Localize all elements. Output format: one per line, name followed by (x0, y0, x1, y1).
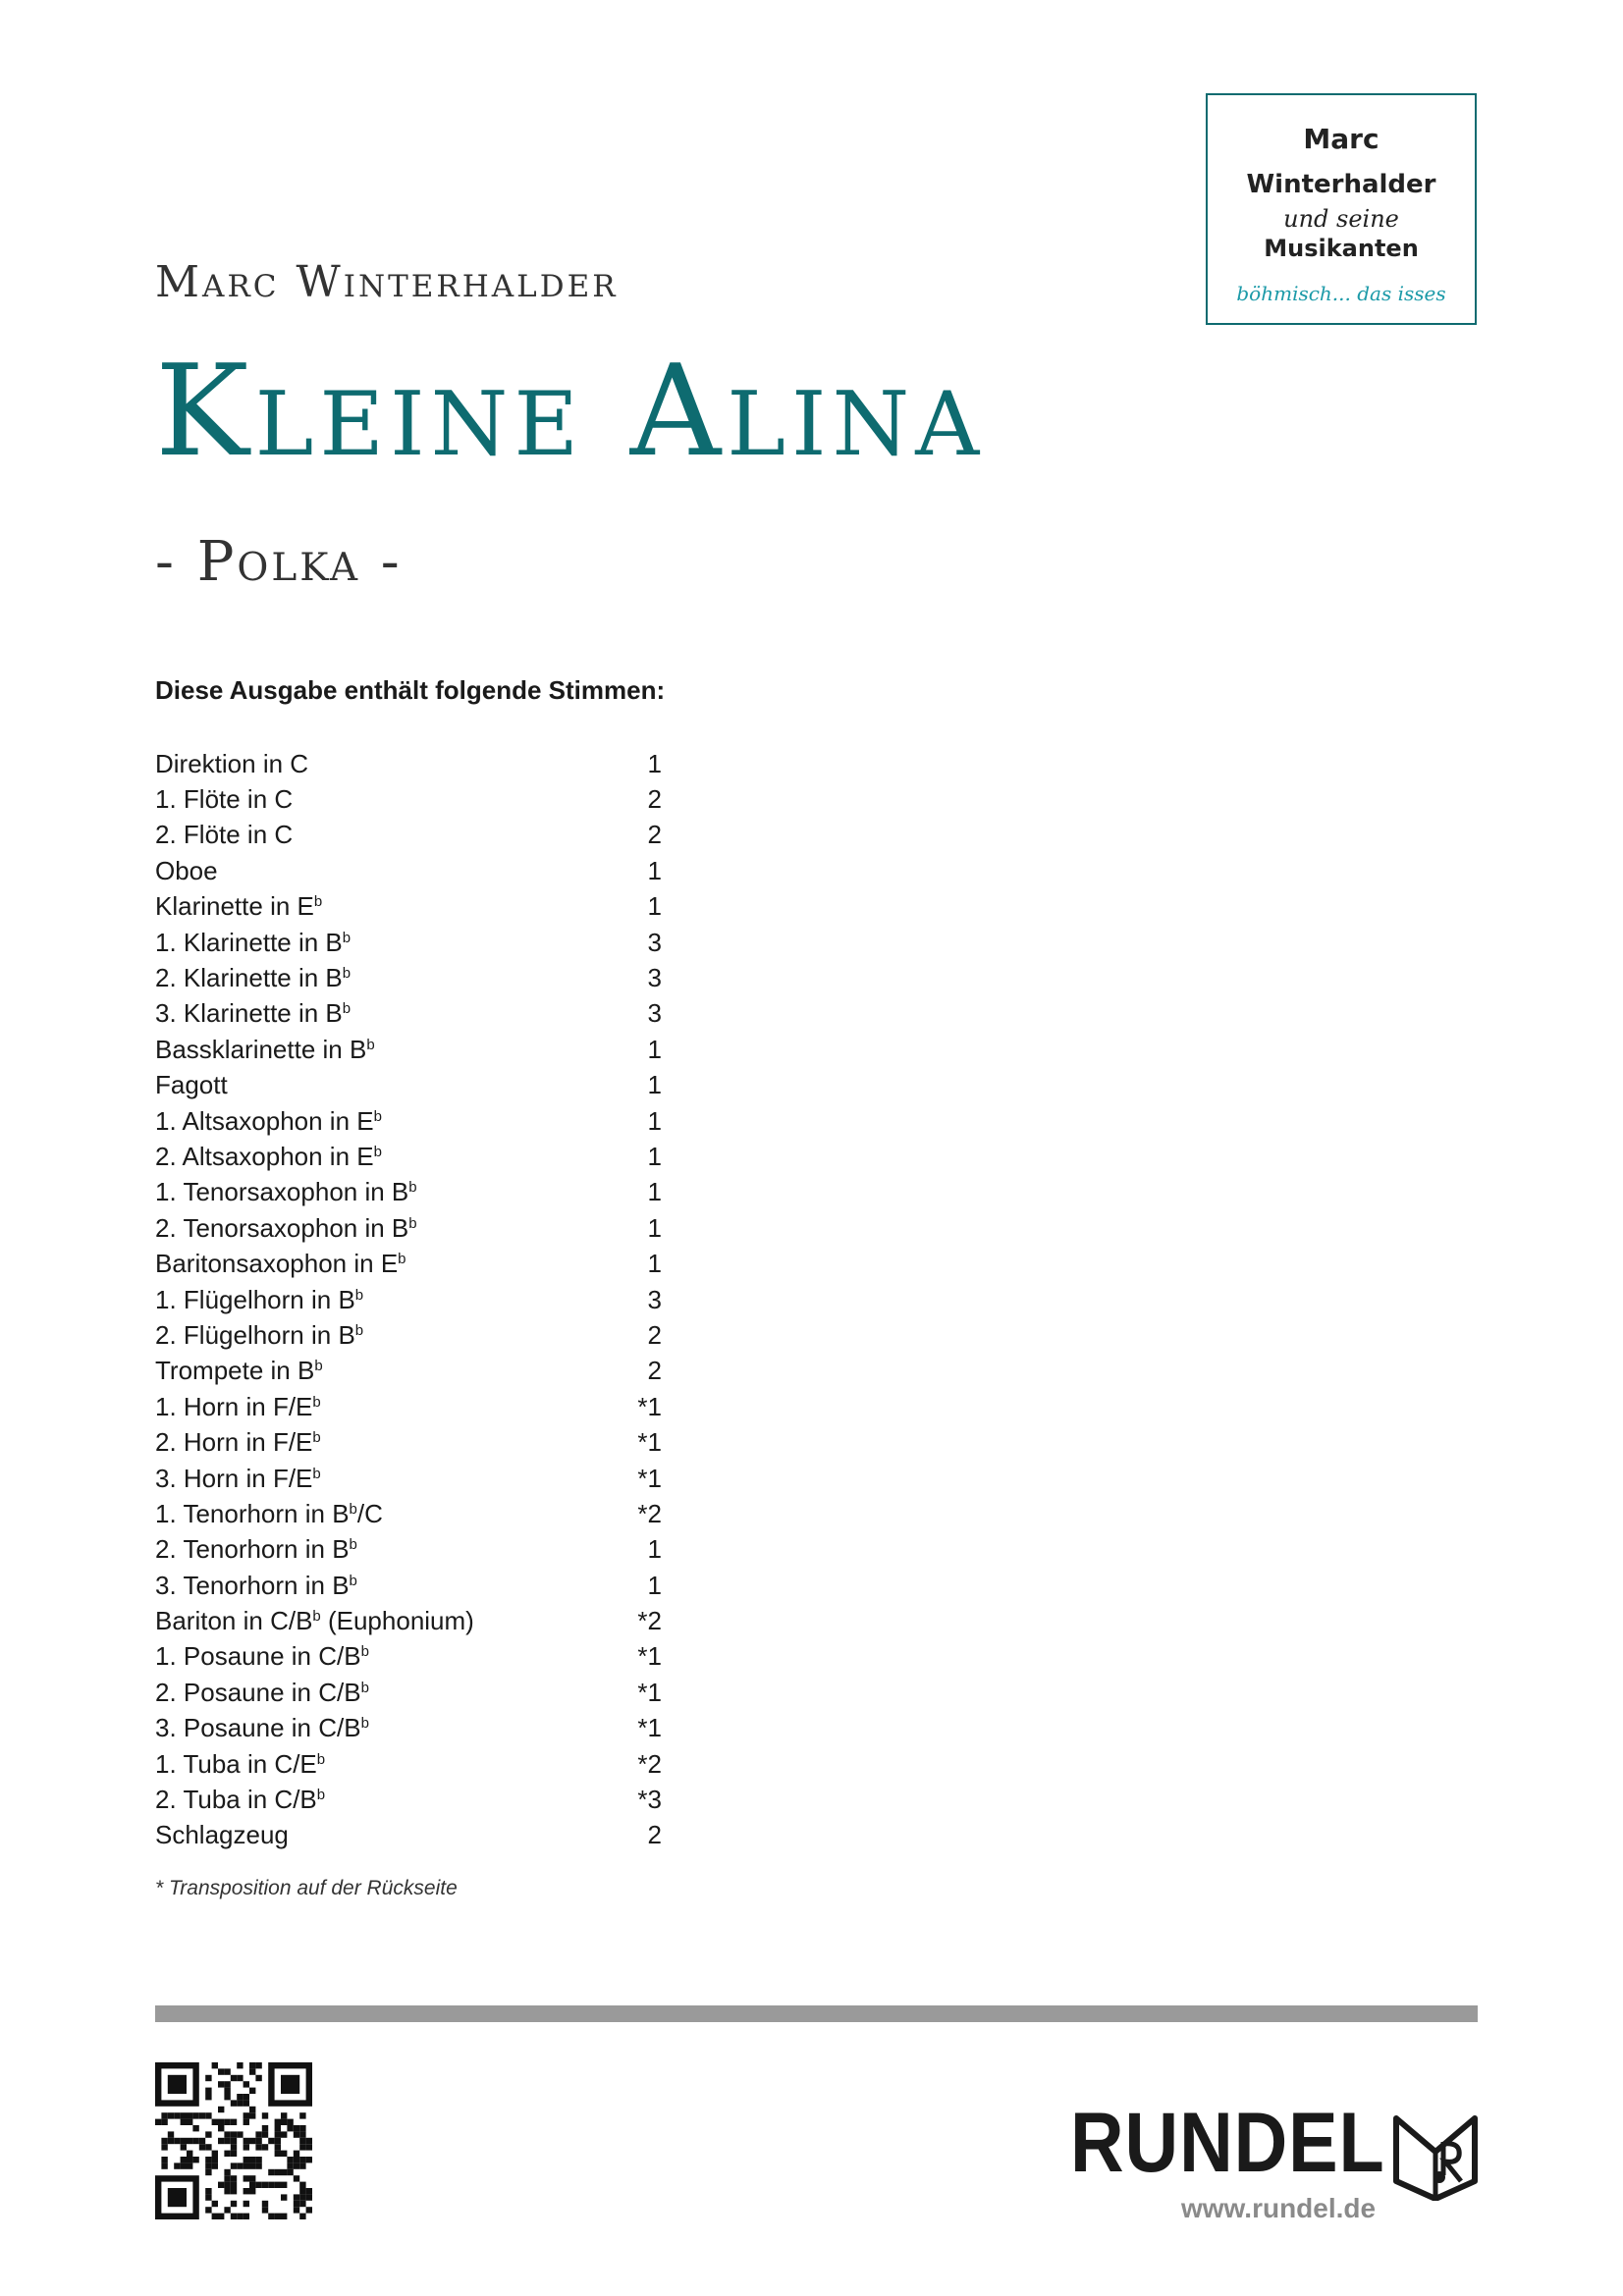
part-count: 2 (647, 1319, 662, 1350)
part-count: *2 (637, 1498, 662, 1528)
part-row (155, 1532, 662, 1568)
part-name: 2. Flügelhorn in $B^b$ (155, 1319, 364, 1350)
part-row (155, 1568, 662, 1603)
part-row (155, 1496, 662, 1531)
part-count: 1 (647, 1105, 662, 1136)
logo-line-4: Musikanten (1264, 235, 1419, 262)
part-row (155, 925, 662, 960)
part-row (155, 960, 662, 995)
part-row (155, 1175, 662, 1210)
part-count: 3 (647, 1284, 662, 1314)
part-count: 1 (647, 1141, 662, 1171)
part-name: Oboe (155, 855, 218, 885)
part-row (155, 1424, 662, 1460)
part-name: 1. Tenorsaxophon in $B^b$ (155, 1177, 417, 1207)
part-count: *3 (637, 1785, 662, 1815)
part-row (155, 1282, 662, 1317)
logo-line-2: Winterhalder (1246, 170, 1436, 199)
part-count: 1 (647, 1570, 662, 1600)
part-name: Bassklarinette in $B^b$ (155, 1034, 375, 1064)
part-count: 1 (647, 1534, 662, 1565)
part-row (155, 1782, 662, 1817)
part-row (155, 1317, 662, 1353)
part-row (155, 746, 662, 781)
part-row (155, 1746, 662, 1782)
part-name: 1. Flöte in C (155, 784, 294, 815)
part-name: Bariton in $C/B^b$ (Euphonium) (155, 1606, 474, 1636)
part-row (155, 1210, 662, 1246)
logo-line-3: und seine (1283, 205, 1399, 233)
part-name: Direktion in C (155, 748, 309, 778)
part-name: 1. Altsaxophon in $E^b$ (155, 1105, 382, 1136)
logo-tagline: böhmisch... das isses (1236, 282, 1446, 305)
parts-list (155, 746, 662, 1853)
part-row (155, 996, 662, 1032)
part-name: Schlagzeug (155, 1820, 289, 1850)
part-row (155, 1354, 662, 1389)
part-name: Baritonsaxophon in $E^b$ (155, 1249, 406, 1279)
publisher-url: www.rundel.de (1181, 2193, 1377, 2223)
part-name: Fagott (155, 1070, 228, 1100)
part-name: 1. Horn in $F/E^b$ (155, 1391, 321, 1421)
part-count: 1 (647, 855, 662, 885)
part-count: 1 (647, 748, 662, 778)
part-name: 1. Flügelhorn in $B^b$ (155, 1284, 364, 1314)
part-name: 3. Klarinette in $B^b$ (155, 998, 352, 1029)
logo-line-1: Marc (1303, 123, 1380, 155)
part-name: 1. Tuba in $C/E^b$ (155, 1748, 326, 1779)
part-name: 2. Tenorsaxophon in $B^b$ (155, 1212, 417, 1243)
part-row (155, 1068, 662, 1103)
part-name: 3. Posaune in $C/B^b$ (155, 1713, 369, 1743)
part-count: 3 (647, 963, 662, 993)
part-row (155, 1711, 662, 1746)
part-row (155, 1461, 662, 1496)
part-row (155, 1389, 662, 1424)
part-row (155, 1103, 662, 1139)
part-name: 2. Posaune in $C/B^b$ (155, 1677, 369, 1707)
part-count: 3 (647, 927, 662, 957)
part-row (155, 1639, 662, 1675)
part-row (155, 1818, 662, 1853)
part-row (155, 1675, 662, 1710)
part-name: 2. Tenorhorn in $B^b$ (155, 1534, 357, 1565)
divider-rule (155, 2005, 1478, 2022)
piece-title: Kleine Alina (155, 339, 986, 485)
rundel-logo-icon (1392, 2112, 1479, 2201)
composer-name: Marc Winterhalder (155, 257, 619, 307)
part-count: *1 (637, 1641, 662, 1672)
part-count: *1 (637, 1713, 662, 1743)
part-count: *2 (637, 1606, 662, 1636)
part-count: 2 (647, 1356, 662, 1386)
part-name: 2. Tuba in $C/B^b$ (155, 1785, 326, 1815)
publisher-name: RUNDEL (1070, 2096, 1385, 2190)
part-count: *1 (637, 1427, 662, 1458)
part-row (155, 1139, 662, 1174)
part-row (155, 1032, 662, 1067)
part-count: 2 (647, 1820, 662, 1850)
part-count: 1 (647, 1212, 662, 1243)
part-count: *1 (637, 1463, 662, 1493)
part-name: 3. Tenorhorn in $B^b$ (155, 1570, 357, 1600)
part-count: 2 (647, 784, 662, 815)
part-row (155, 781, 662, 817)
part-count: 2 (647, 820, 662, 850)
part-row (155, 853, 662, 888)
part-count: *1 (637, 1677, 662, 1707)
footnote: * Transposition auf der Rückseite (155, 1877, 458, 1899)
part-name: 2. Flöte in C (155, 820, 294, 850)
part-count: 3 (647, 998, 662, 1029)
part-name: 2. Horn in $F/E^b$ (155, 1427, 321, 1458)
part-count: *2 (637, 1748, 662, 1779)
part-name: Klarinette in $E^b$ (155, 891, 323, 922)
part-row (155, 1603, 662, 1638)
part-name: 1. Tenorhorn in $B^b/C$ (155, 1498, 383, 1528)
part-count: 1 (647, 891, 662, 922)
part-name: Trompete in $B^b$ (155, 1356, 323, 1386)
part-name: 1. Posaune in $C/B^b$ (155, 1641, 369, 1672)
part-row (155, 818, 662, 853)
part-row (155, 889, 662, 925)
part-count: *1 (637, 1391, 662, 1421)
ensemble-logo (1206, 93, 1477, 325)
part-row (155, 1246, 662, 1281)
part-count: 1 (647, 1177, 662, 1207)
part-count: 1 (647, 1249, 662, 1279)
part-count: 1 (647, 1034, 662, 1064)
parts-heading: Diese Ausgabe enthält folgende Stimmen: (155, 675, 666, 705)
part-name: 2. Altsaxophon in $E^b$ (155, 1141, 382, 1171)
qr-code-icon (155, 2062, 312, 2219)
part-name: 3. Horn in $F/E^b$ (155, 1463, 321, 1493)
part-count: 1 (647, 1070, 662, 1100)
part-name: 1. Klarinette in $B^b$ (155, 927, 352, 957)
piece-subtitle: - Polka - (155, 530, 403, 594)
part-name: 2. Klarinette in $B^b$ (155, 963, 352, 993)
